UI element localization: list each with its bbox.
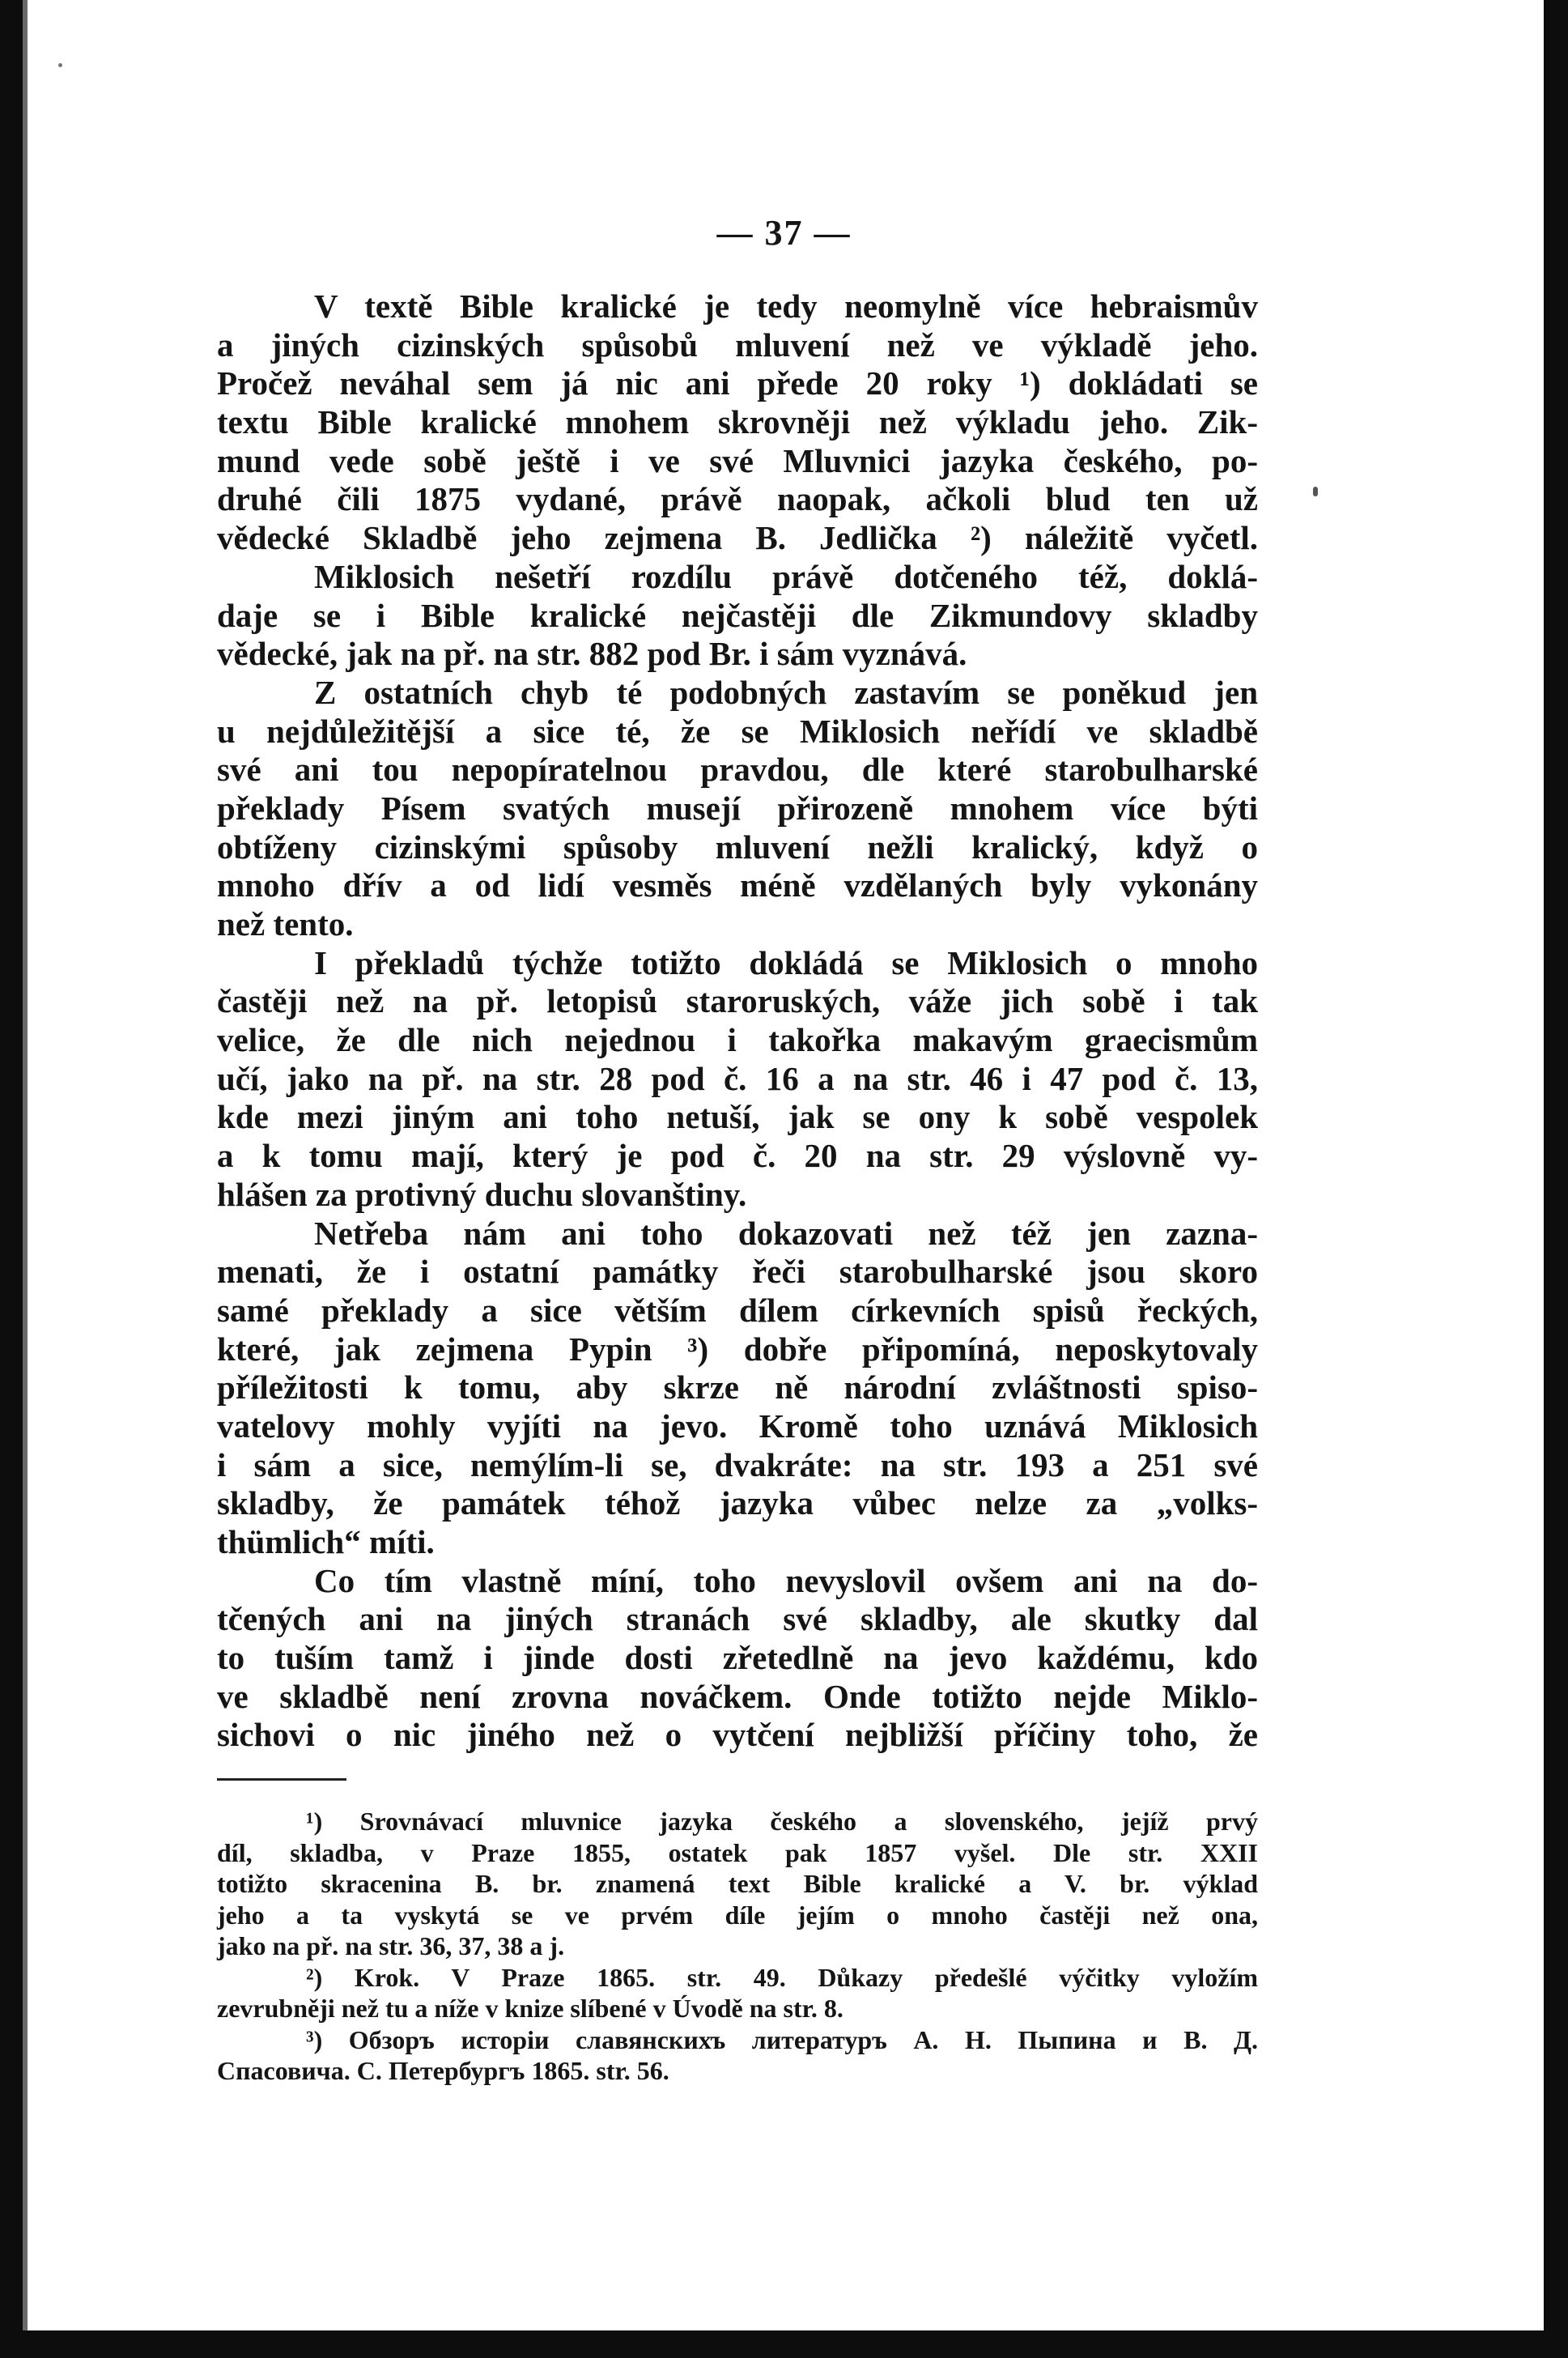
footnote-line: Спасовича. С. Петербургъ 1865. str. 56. [217,2056,669,2085]
body-line: a jiných cizinských spůsobů mluvení než ve výkladě jeho. [217,326,1258,364]
body-line: tčených ani na jiných stranách své skladby, ale skutky dal [217,1600,1258,1638]
body-line: příležitosti k tomu, aby skrze ně národní zvláštnosti spiso- [217,1368,1258,1407]
body-line: to tuším tamž i jinde dosti zřetedlně na jevo každému, kdo [217,1639,1258,1677]
body-line: ve skladbě není zrovna nováčkem. Onde totižto nejde Miklo- [217,1677,1258,1715]
body-line: Miklosich nešetří rozdílu právě dotčeného též, doklá- [314,557,1258,595]
body-line: I překladů týchže totižto dokládá se Miklosich o mnoho [314,943,1258,981]
footnote-line: jeho a ta vyskytá se ve prvém díle jejím o mnoho častěji než ona, [217,1900,1258,1930]
body-line: Z ostatních chyb té podobných zastavím se poněkud jen [314,673,1258,711]
body-text [217,287,1258,1755]
body-line: daje se i Bible kralické nejčastěji dle Zikmundovy skladby [217,596,1258,634]
scan-border-left [0,0,23,2358]
footnote-line: ³) Обзоръ исторіи славянскихъ литературъ А. Н. Пыпина и В. Д. [306,2024,1258,2054]
scan-border-left-inner [23,0,28,2358]
footnote-line: ²) Krok. V Praze 1865. str. 49. Důkazy předešlé výčitky vyložím [306,1962,1258,1992]
body-line: mnoho dřív a od lidí vesměs méně vzdělaných byly vykonány [217,866,1258,904]
scan-speck-margin [1313,487,1318,496]
scan-speck [58,63,62,67]
body-line: hlášen za protivný duchu slovanštiny. [217,1175,747,1213]
footnote-separator [217,1778,346,1781]
footnote-line: díl, skladba, v Praze 1855, ostatek pak 1857 vyšel. Dle str. XXII [217,1837,1258,1867]
body-line: Co tím vlastně míní, toho nevyslovil ovšem ani na do- [314,1561,1258,1599]
body-line: i sám a sice, nemýlím-li se, dvakráte: na str. 193 a 251 své [217,1445,1258,1483]
body-line: vědecké, jak na př. na str. 882 pod Br. i sám vyznává. [217,635,967,673]
body-line: Pročež neváhal sem já nic ani přede 20 roky ¹) dokládati se [217,364,1258,402]
scan-border-bottom [0,2330,1568,2358]
body-line: velice, že dle nich nejednou i takořka makavým graecismům [217,1021,1258,1059]
footnote-line: ¹) Srovnávací mluvnice jazyka českého a slovenského, jejíž prvý [306,1807,1258,1836]
body-line: skladby, že památek téhož jazyka vůbec nelze za „volks- [217,1484,1258,1522]
body-line: kde mezi jiným ani toho netuší, jak se ony k sobě vespolek [217,1098,1258,1136]
body-line: vědecké Skladbě jeho zejmena B. Jedlička ²) náležitě vyčetl. [217,519,1258,557]
body-line: své ani tou nepopíratelnou pravdou, dle které starobulharské [217,751,1258,789]
body-line: samé překlady a sice větším dílem církevních spisů řeckých, [217,1291,1258,1329]
body-line: častěji než na př. letopisů staroruských, váže jich sobě i tak [217,982,1258,1020]
body-line: učí, jako na př. na str. 28 pod č. 16 a na str. 46 i 47 pod č. 13, [217,1059,1258,1097]
footnote-line: zevrubněji než tu a níže v knize slíbené v Úvodě na str. 8. [217,1994,843,2023]
page-number: — 37 — [716,213,852,253]
body-line: než tento. [217,905,354,943]
footnote-line: totižto skracenina B. br. znamená text Bible kralické a V. br. výklad [217,1869,1258,1898]
body-line: u nejdůležitější a sice té, že se Miklosich neřídí ve skladbě [217,712,1258,750]
body-line: textu Bible kralické mnohem skrovněji než výkladu jeho. Zik- [217,403,1258,441]
footnote-line: jako na př. na str. 36, 37, 38 a j. [217,1931,565,1960]
scan-border-right [1544,0,1568,2358]
body-line: menati, že i ostatní památky řeči starobulharské jsou skoro [217,1253,1258,1291]
body-line: mund vede sobě ještě i ve své Mluvnici jazyka českého, po- [217,441,1258,479]
body-line: sichovi o nic jiného než o vytčení nejbližší příčiny toho, že [217,1716,1258,1754]
footnotes [217,1806,1258,2087]
body-line: Netřeba nám ani toho dokazovati než též jen zazna- [314,1214,1258,1252]
body-line: překlady Písem svatých musejí přirozeně mnohem více býti [217,789,1258,827]
body-line: obtíženy cizinskými spůsoby mluvení nežli kralický, když o [217,828,1258,866]
body-line: druhé čili 1875 vydané, právě naopak, ačkoli blud ten už [217,480,1258,518]
body-line: vatelovy mohly vyjíti na jevo. Kromě toho uznává Miklosich [217,1407,1258,1445]
body-line: thümlich“ míti. [217,1523,435,1560]
body-line: V textě Bible kralické je tedy neomylně více hebraismův [314,287,1258,325]
body-line: a k tomu mají, který je pod č. 20 na str. 29 výslovně vy- [217,1137,1258,1175]
body-line: které, jak zejmena Pypin ³) dobře připomíná, neposkytovaly [217,1330,1258,1368]
